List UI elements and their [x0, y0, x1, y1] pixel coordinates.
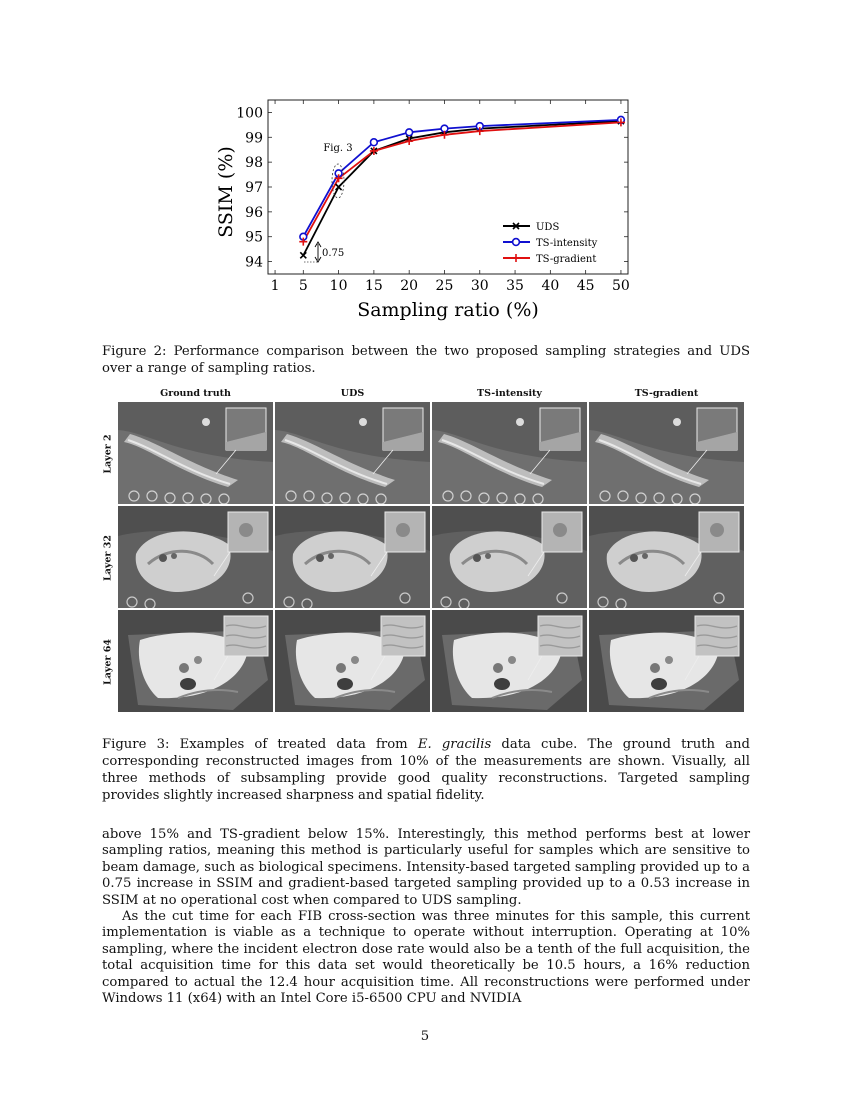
y-tick-label: 96: [245, 204, 263, 221]
y-tick-label: 97: [245, 180, 263, 196]
y-tick-label: 94: [245, 254, 263, 271]
row-label-layer-2: Layer 2: [102, 433, 114, 474]
y-tick-label: 100: [236, 105, 263, 122]
micrograph-layer-32-uds: [275, 506, 430, 608]
figure-3-label: Figure 3:: [102, 737, 170, 752]
micrograph-layer-2-uds: [275, 402, 430, 504]
legend-label-uds: UDS: [536, 222, 560, 233]
x-tick-label: 20: [400, 278, 419, 294]
figure-2-caption: [102, 343, 750, 377]
column-title-ts-gradient: TS-gradient: [634, 388, 699, 399]
x-tick-label: 30: [470, 278, 489, 294]
y-tick-label: 98: [245, 155, 263, 172]
data-point-ts-intensity: [370, 139, 377, 146]
column-title-uds: UDS: [340, 388, 365, 399]
micrograph-layer-2-ts-gradient: [589, 402, 744, 504]
figure-3-image-grid: [100, 388, 750, 718]
column-title-ground-truth: Ground truth: [160, 388, 231, 399]
figure-3-text-post: data cube. The ground truth and corresponding reconstructed images from 10% of the measurements are shown. Visually, all three methods of subsampling provide good quality reconstructions. Targeted sampling provides slightly increased sharpness and spatial fidelity.: [102, 737, 750, 803]
micrograph-layer-32-ts-intensity: [432, 506, 587, 608]
x-axis-label: Sampling ratio (%): [357, 299, 539, 321]
x-tick-label: 45: [576, 278, 595, 294]
body-paragraph-1: above 15% and TS-gradient below 15%. Interestingly, this method performs best at lower sampling ratios, meaning this method is particularly useful for samples which are sensitive to beam damage, such as biological specimens. Intensity-based targeted sampling provided up to a 0.75 increase in SSIM and gradient-based targeted sampling provided up to a 0.53 increase in SSIM at no operational cost when compared to UDS sampling.: [102, 827, 750, 908]
micrograph-layer-64-uds: [275, 610, 430, 712]
micrograph-layer-32-ts-gradient: [589, 506, 744, 608]
micrograph-layer-64-ts-gradient: [589, 610, 744, 712]
y-tick-label: 99: [245, 130, 263, 147]
row-label-layer-32: Layer 32: [102, 534, 114, 581]
figure-3-caption: [102, 736, 750, 804]
micrograph-layer-32-ground-truth: [118, 506, 273, 608]
ssim-line-chart: [200, 92, 645, 330]
x-tick-label: 10: [329, 278, 348, 294]
figure-2-text: Performance comparison between the two proposed sampling strategies and UDS over a range of sampling ratios.: [102, 344, 751, 376]
legend-label-ts-gradient: TS-gradient: [536, 254, 597, 265]
x-tick-label: 1: [270, 278, 280, 294]
micrograph-layer-64-ground-truth: [118, 610, 273, 712]
micrograph-layer-2-ts-intensity: [432, 402, 587, 504]
y-tick-label: 95: [245, 229, 263, 246]
row-label-layer-64: Layer 64: [102, 638, 114, 685]
x-tick-label: 5: [298, 278, 308, 294]
figure-3-text-pre: Examples of treated data from: [179, 737, 408, 752]
micrograph-layer-2-ground-truth: [118, 402, 273, 504]
page-number: 5: [420, 1029, 430, 1044]
body-text: [102, 827, 750, 1007]
x-tick-label: 40: [541, 278, 560, 294]
fig3-annotation: Fig. 3: [323, 143, 353, 154]
x-tick-label: 25: [435, 278, 454, 294]
x-tick-label: 35: [506, 278, 524, 294]
legend-label-ts-intensity: TS-intensity: [536, 238, 598, 249]
x-tick-label: 50: [612, 278, 630, 294]
figure-3-species: E. gracilis: [417, 737, 492, 752]
x-tick-label: 15: [364, 278, 383, 294]
body-paragraph-2: As the cut time for each FIB cross-section was three minutes for this sample, this current implementation is viable as a technique to operate without interruption. Operating at 10% sampling, where the incident electron dose rate would also be a tenth of the full acquisition, the total acquisition time for this data set would theoretically be 10.5 hours, a 16% reduction compared to actual the 12.4 hour acquisition time. All reconstructions were performed under Windows 11 (x64) with an Intel Core i5-6500 CPU and NVIDIA: [102, 909, 750, 1007]
y-axis-label: SSIM (%): [215, 146, 237, 238]
gain-annotation: 0.75: [322, 248, 345, 259]
column-title-ts-intensity: TS-intensity: [477, 388, 542, 399]
figure-2-label: Figure 2:: [102, 344, 167, 359]
micrograph-layer-64-ts-intensity: [432, 610, 587, 712]
data-point-ts-intensity: [406, 129, 413, 136]
